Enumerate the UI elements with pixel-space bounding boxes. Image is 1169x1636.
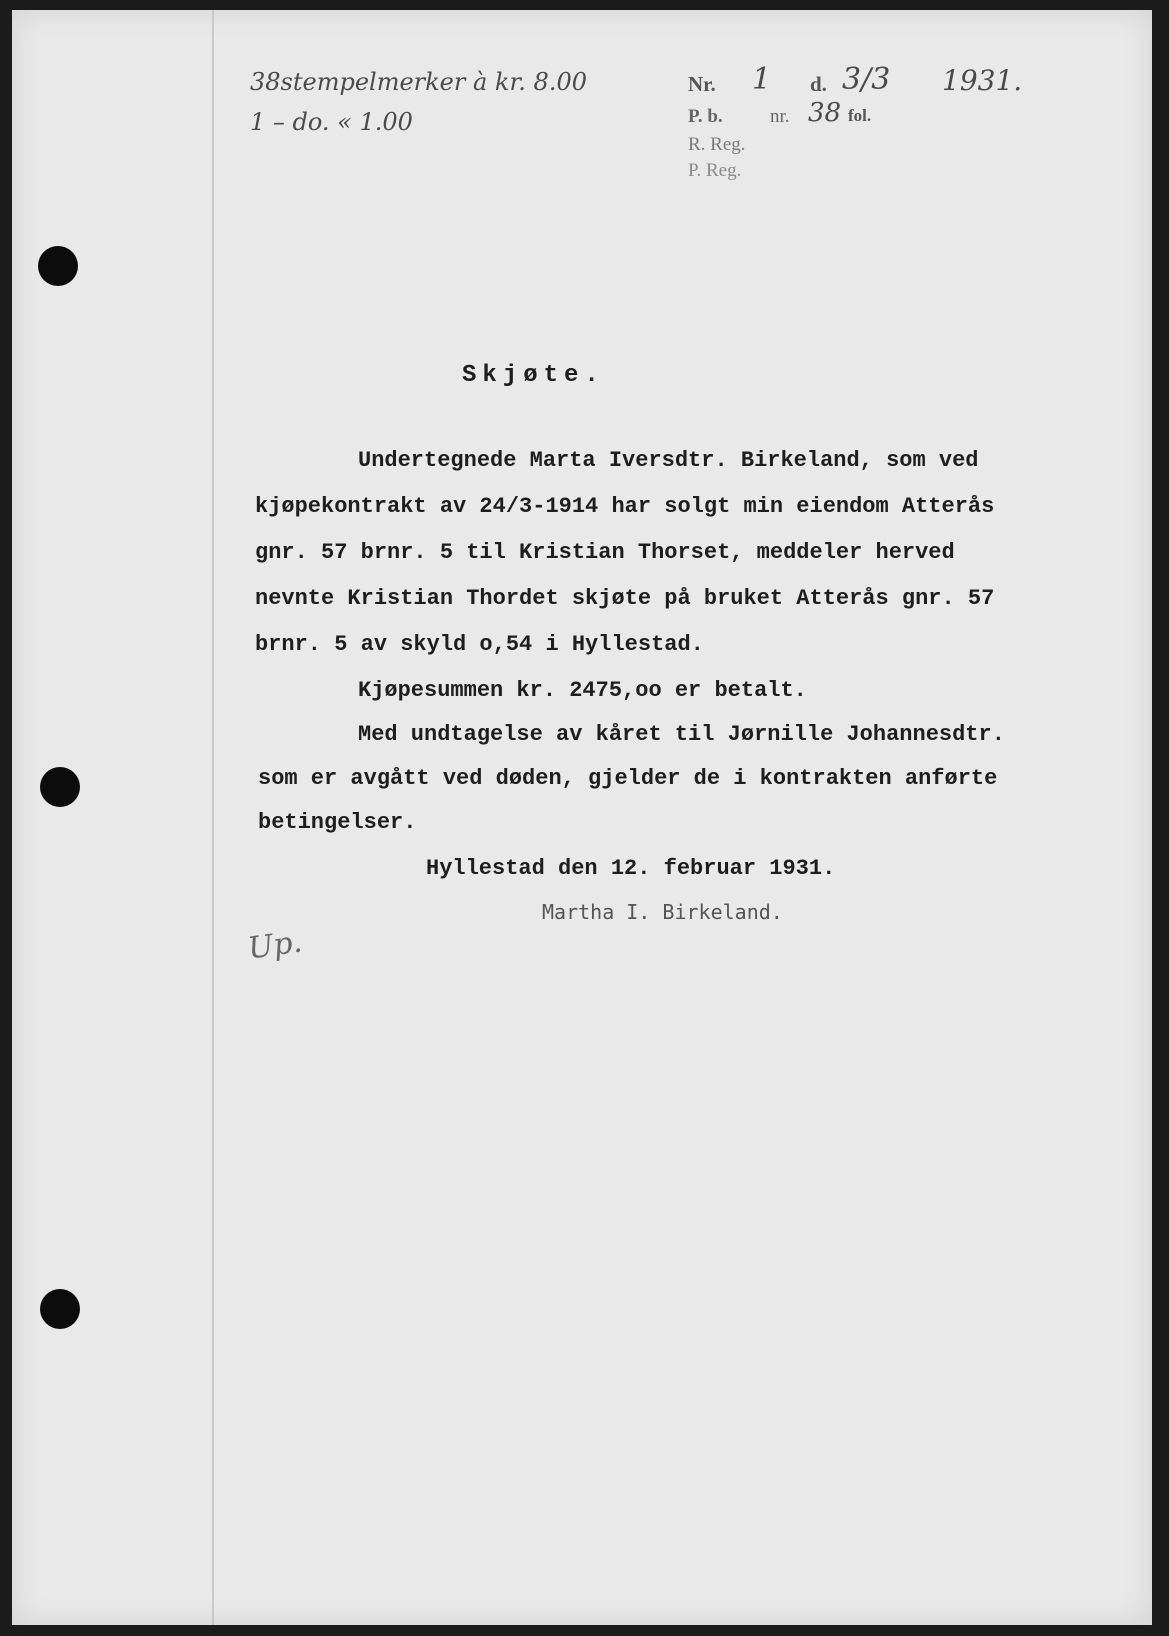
- punch-hole-top: [38, 246, 78, 286]
- place-date: Hyllestad den 12. februar 1931.: [426, 856, 836, 881]
- paragraph1-line3: gnr. 57 brnr. 5 til Kristian Thorset, meddeler herved: [255, 540, 955, 565]
- document-sheet: [12, 10, 1152, 1625]
- punch-hole-bottom: [40, 1289, 80, 1329]
- registry-date-value: 3/3: [842, 62, 891, 97]
- paragraph3-line3: betingelser.: [258, 810, 417, 835]
- paragraph3-line1: Med undtagelse av kåret til Jørnille Johannesdtr.: [358, 722, 1005, 747]
- margin-note-line1: 38stempelmerker à kr. 8.00: [250, 68, 587, 96]
- initials-note: Up.: [245, 924, 305, 967]
- registry-rreg-label: R. Reg.: [688, 134, 746, 155]
- paragraph1-line2: kjøpekontrakt av 24/3-1914 har solgt min eiendom Atterås: [255, 494, 995, 519]
- margin-line: [212, 10, 214, 1625]
- paragraph1-line4: nevnte Kristian Thordet skjøte på bruket Atterås gnr. 57: [255, 586, 995, 611]
- registry-nr-value: 1: [752, 62, 772, 97]
- paragraph3-line2: som er avgått ved døden, gjelder de i kontrakten anførte: [258, 766, 998, 791]
- paragraph1-line1: Undertegnede Marta Iversdtr. Birkeland, som ved: [358, 448, 979, 473]
- registry-pb-nr-label: nr.: [770, 106, 790, 127]
- margin-note-line2: 1 – do. « 1.00: [250, 108, 413, 136]
- paragraph1-line5: brnr. 5 av skyld o,54 i Hyllestad.: [255, 632, 704, 657]
- registry-fol-label: fol.: [848, 106, 872, 125]
- registry-year-value: 1931.: [942, 64, 1023, 97]
- signature: Martha I. Birkeland.: [542, 900, 783, 924]
- registry-pb-label: P. b.: [688, 106, 723, 127]
- registry-pb-nr-value: 38: [808, 98, 842, 128]
- registry-date-label: d.: [810, 72, 827, 96]
- registry-nr-label: Nr.: [688, 72, 716, 96]
- paragraph2: Kjøpesummen kr. 2475,oo er betalt.: [358, 678, 807, 703]
- document-title: Skjøte.: [462, 362, 605, 389]
- registry-preg-label: P. Reg.: [688, 160, 742, 181]
- punch-hole-middle: [40, 767, 80, 807]
